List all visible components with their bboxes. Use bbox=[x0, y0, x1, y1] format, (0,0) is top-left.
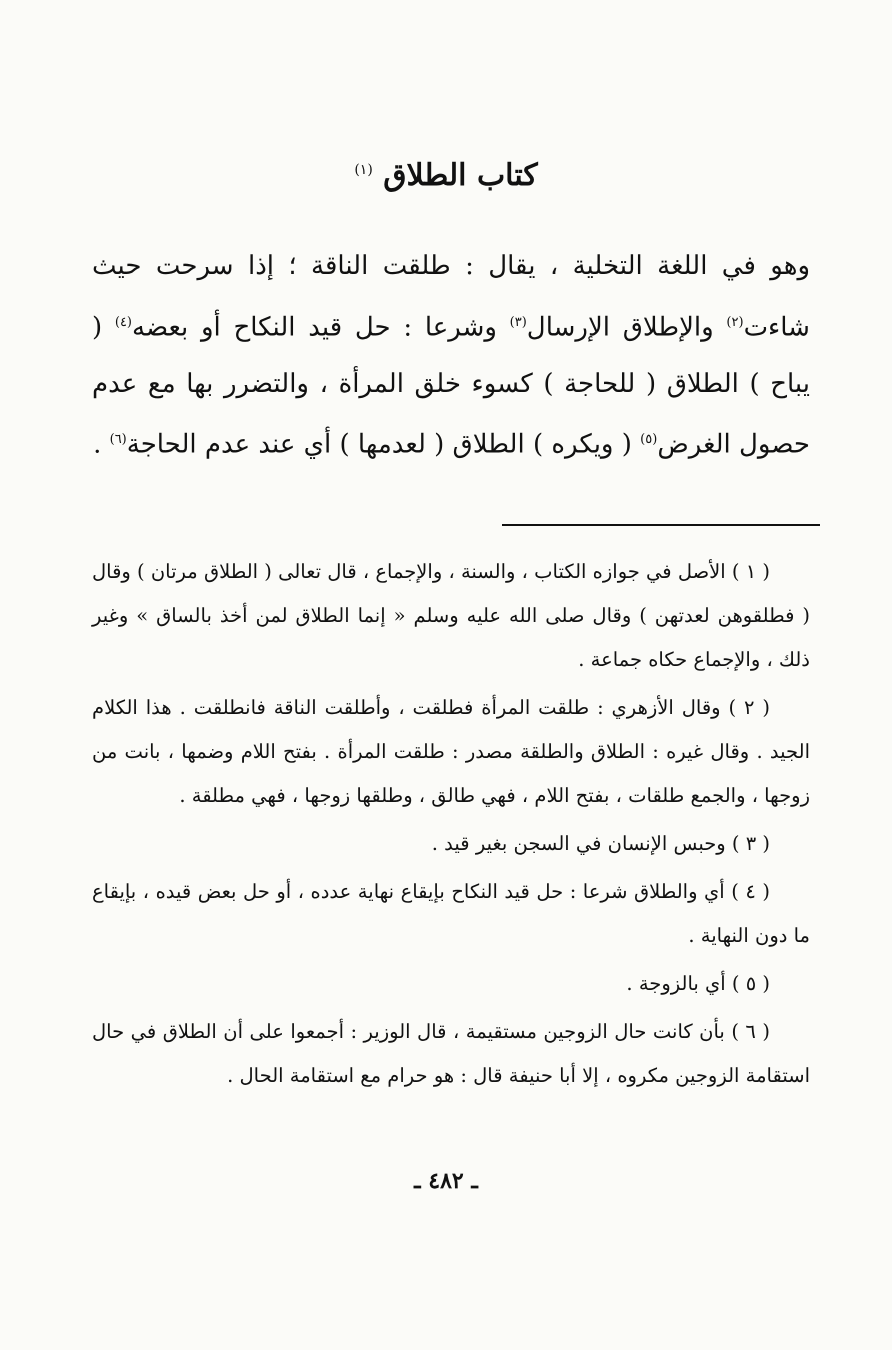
footnote-ref: (٤) bbox=[114, 314, 132, 330]
main-paragraph bbox=[92, 238, 810, 473]
chapter-title-text: كتاب الطلاق bbox=[383, 158, 538, 193]
footnote-2: ( ٢ ) وقال الأزهري : طلقت المرأة فطلقت ، وأطلقت الناقة فانطلقت . هذا الكلام الجيد . وقال غيره : الطلاق والطلقة مصدر : طلقت المرأة . بفتح اللام وضمها ، بانت من زوجها ، والجمع طلقات ، بفتح اللام ، فهي طالق ، وطلقها زوجها ، فهي مطلقة . bbox=[92, 696, 810, 807]
footnote-ref: (٥) bbox=[640, 432, 658, 448]
footnote-ref: (٣) bbox=[509, 314, 527, 330]
footnote-ref: (٦) bbox=[109, 432, 127, 448]
footnotes bbox=[92, 550, 810, 1102]
footnote-separator bbox=[502, 524, 820, 526]
main-text-segment: ( يباح ) الطلاق ( للحاجة ) كسوء خلق المرأة ، والتضرر بها مع عدم حصول الغرض bbox=[92, 312, 811, 460]
chapter-title-footnote-ref: (١) bbox=[354, 162, 373, 178]
footnote-4: ( ٤ ) أي والطلاق شرعا : حل قيد النكاح بإيقاع نهاية عدده ، أو حل بعض قيده ، بإيقاع ما دون النهاية . bbox=[92, 880, 810, 947]
main-text-segment: وهو في اللغة التخلية ، يقال : طلقت الناقة ؛ إذا سرحت حيث شاءت bbox=[92, 251, 810, 343]
main-text-segment: والإطلاق الإرسال bbox=[526, 312, 727, 343]
footnote-3: ( ٣ ) وحبس الإنسان في السجن بغير قيد . bbox=[431, 832, 770, 855]
chapter-title bbox=[0, 158, 892, 193]
footnote-1: ( ١ ) الأصل في جوازه الكتاب ، والسنة ، والإجماع ، قال تعالى ( الطلاق مرتان ) وقال ( فطلقوهن لعدتهن ) وقال صلى الله عليه وسلم « إنما الطلاق لمن أخذ بالساق » وغير ذلك ، والإجماع حكاه جماعة . bbox=[92, 560, 810, 671]
main-text-segment: وشرعا : حل قيد النكاح أو بعضه bbox=[132, 312, 510, 343]
footnote-ref: (٢) bbox=[726, 314, 744, 330]
footnote-6: ( ٦ ) بأن كانت حال الزوجين مستقيمة ، قال الوزير : أجمعوا على أن الطلاق في حال استقامة الزوجين مكروه ، إلا أبا حنيفة قال : هو حرام مع استقامة الحال . bbox=[92, 1020, 810, 1087]
main-text-segment: ( ويكره ) الطلاق ( لعدمها ) أي عند عدم الحاجة bbox=[126, 429, 641, 460]
footnote-5: ( ٥ ) أي بالزوجة . bbox=[626, 972, 770, 995]
page-number: ـ ٤٨٢ ـ bbox=[414, 1168, 478, 1194]
main-text-segment: . bbox=[93, 429, 110, 460]
